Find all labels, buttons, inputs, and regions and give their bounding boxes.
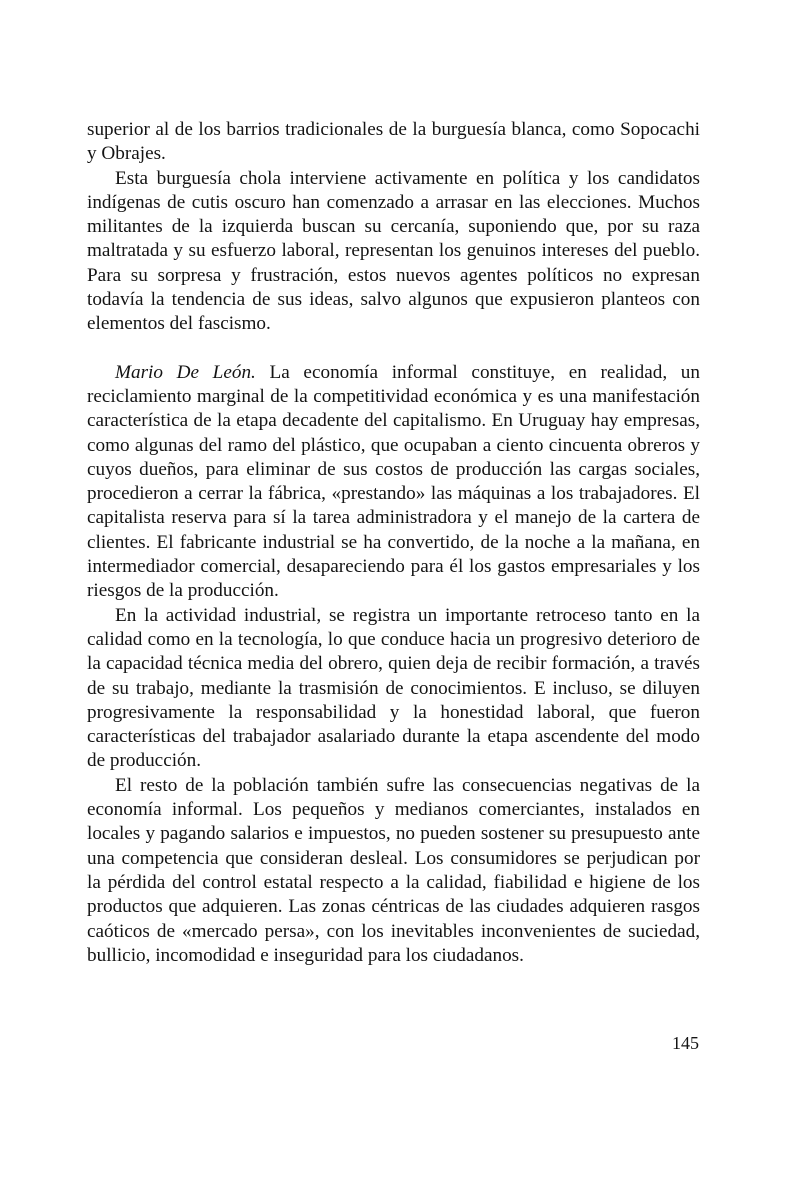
speaker-text: La economía informal constituye, en realidad, un reciclamiento marginal de la competitividad económica y es una manifestación característica de la etapa decadente del capitalismo. En Uruguay hay empresas, como algunas del ramo del plástico, que ocupaban a ciento cincuenta obreros y cuyos dueños, para eliminar de sus costos de producción las cargas sociales, procedieron a cerrar la fábrica, «prestando» las máquinas a los trabajadores. El capitalista reserva para sí la tarea administradora y el manejo de la cartera de clientes. El fabricante industrial se ha convertido, de la noche a la mañana, en intermediador comercial, desapareciendo para él los gastos empresariales y los riesgos de la producción. bbox=[87, 361, 700, 602]
paragraph-5: El resto de la población también sufre las consecuencias negativas de la economía informal. Los pequeños y medianos comerciantes, instalados en locales y pagando salarios e impuestos, no pueden sostener su presupuesto ante una competencia que consideran desleal. Los consumidores se perjudican por la pérdida del control estatal respecto a la calidad, fiabilidad e higiene de los productos que adquieren. Las zonas céntricas de las ciudades adquieren rasgos caóticos de «mercado persa», con los inevitables inconvenientes de suciedad, bullicio, incomodidad e inseguridad para los ciudadanos. bbox=[87, 774, 700, 966]
speaker-paragraph bbox=[87, 361, 700, 604]
paragraph-2: Esta burguesía chola interviene activamente en política y los candidatos indígenas de cutis oscuro han comenzado a arrasar en las elecciones. Muchos militantes de la izquierda buscan su cercanía, suponiendo que, por su raza maltratada y su esfuerzo laboral, representan los genuinos intereses del pueblo. Para su sorpresa y frustración, estos nuevos agentes políticos no expresan todavía la tendencia de sus ideas, salvo algunos que expusieron planteos con elementos del fascismo. bbox=[87, 167, 700, 335]
paragraph-4: En la actividad industrial, se registra un importante retroceso tanto en la calidad como en la tecnología, lo que conduce hacia un progresivo deterioro de la capacidad técnica media del obrero, quien deja de recibir formación, a través de su trabajo, mediante la trasmisión de conocimientos. E incluso, se diluyen progresivamente la responsabilidad y la honestidad laboral, que fueron características del trabajador asalariado durante la etapa ascendente del modo de producción. bbox=[87, 604, 700, 772]
page-body bbox=[87, 118, 700, 968]
page-number: 145 bbox=[672, 1033, 699, 1053]
section-gap bbox=[87, 337, 700, 361]
speaker-name: Mario De León. bbox=[115, 361, 256, 383]
paragraph-1: superior al de los barrios tradicionales de la burguesía blanca, como Sopocachi y Obrajes. bbox=[87, 119, 700, 165]
